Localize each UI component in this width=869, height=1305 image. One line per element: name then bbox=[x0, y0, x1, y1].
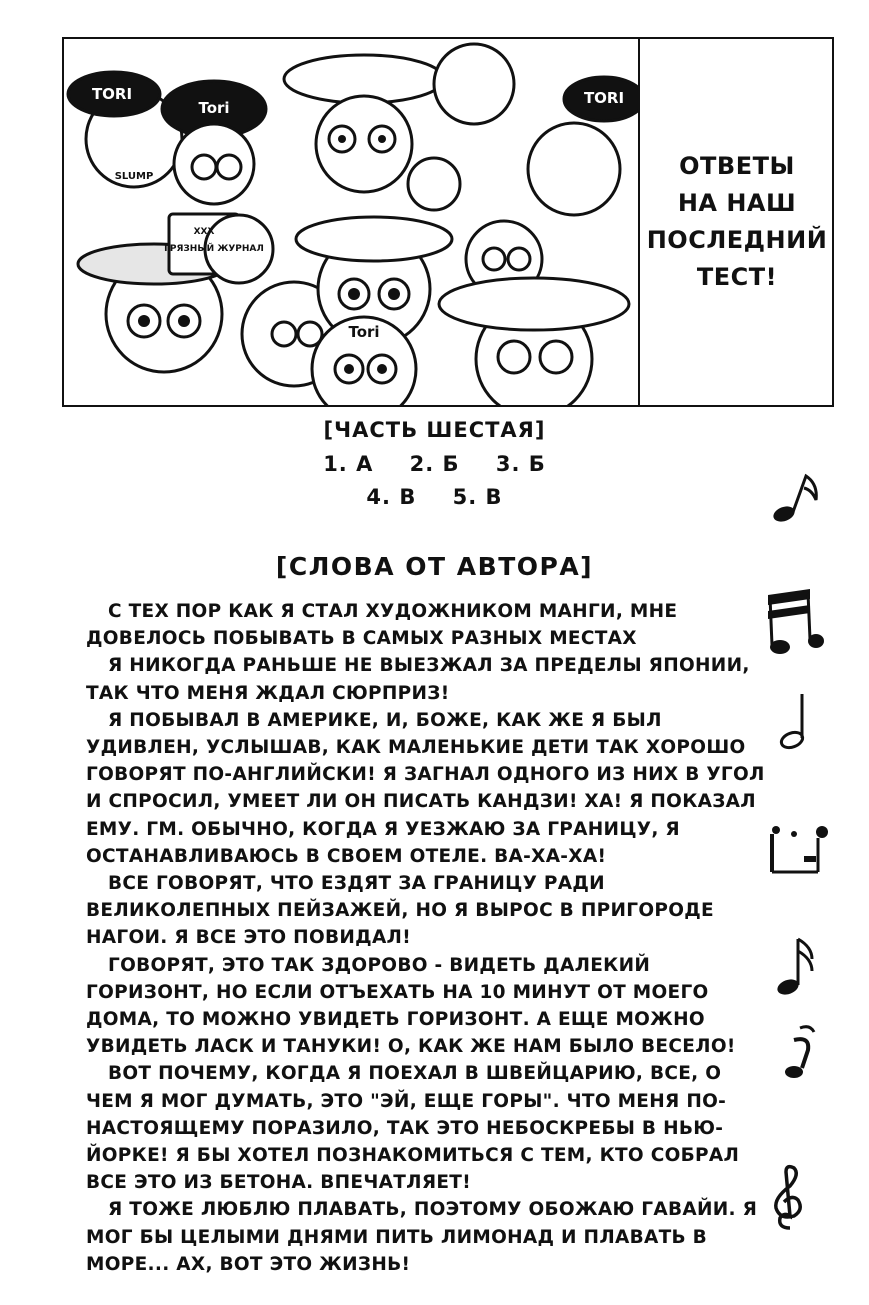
author-words-body bbox=[86, 598, 766, 1278]
paragraph-1: С ТЕХ ПОР КАК Я СТАЛ ХУДОЖНИКОМ МАНГИ, МНЕ ДОВЕЛОСЬ ПОБЫВАТЬ В САМЫХ РАЗНЫХ МЕСТАХ bbox=[86, 601, 678, 650]
rest-notes-icon bbox=[764, 820, 834, 880]
magazine-title: ГРЯЗНЫЙ ЖУРНАЛ bbox=[164, 244, 264, 254]
answers-row-1 bbox=[0, 448, 869, 481]
paragraph-7: Я ТОЖЕ ЛЮБЛЮ ПЛАВАТЬ, ПОЭТОМУ ОБОЖАЮ ГАВАЙИ. Я МОГ БЫ ЦЕЛЫМИ ДНЯМИ ПИТЬ ЛИМОНАД И ПЛАВАТЬ В МОРЕ... АХ, ВОТ ЭТО ЖИЗНЬ! bbox=[86, 1199, 758, 1275]
half-note-icon bbox=[772, 690, 822, 755]
shirt-label: SLUMP bbox=[114, 171, 154, 182]
magazine-marks: XXX bbox=[193, 227, 215, 237]
heading-line-3: ПОСЛЕДНИЙ bbox=[646, 226, 828, 254]
answer-2: 2. Б bbox=[409, 452, 460, 476]
paragraph-3: Я ПОБЫВАЛ В АМЕРИКЕ, И, БОЖЕ, КАК ЖЕ Я БЫЛ УДИВЛЕН, УСЛЫШАВ, КАК МАЛЕНЬКИЕ ДЕТИ ТАК ХОРОШО ГОВОРЯТ ПО-АНГЛИЙСКИ! Я ЗАГНАЛ ОДНОГО ИЗ НИХ В УГОЛ И СПРОСИЛ, УМЕЕТ ЛИ ОН ПИСАТЬ КАНДЗИ! ХА! Я ПОКАЗАЛ ЕМУ. ГМ. ОБЫЧНО, КОГДА Я УЕЗЖАЮ ЗА ГРАНИЦУ, Я ОСТАНАВЛИВАЮСЬ В СВОЕМ ОТЕЛЕ. ВА-ХА-ХА! bbox=[86, 709, 765, 867]
manga-illustration bbox=[64, 39, 640, 405]
header-panel bbox=[62, 37, 834, 407]
cap-label-3: TORI bbox=[583, 89, 625, 107]
answer-5: 5. В bbox=[452, 485, 503, 509]
author-words-title: [СЛОВА ОТ АВТОРА] bbox=[275, 552, 594, 581]
heading-line-4: ТЕСТ! bbox=[696, 263, 778, 291]
paragraph-4: ВСЕ ГОВОРЯТ, ЧТО ЕЗДЯТ ЗА ГРАНИЦУ РАДИ ВЕЛИКОЛЕПНЫХ ПЕЙЗАЖЕЙ, НО Я ВЫРОС В ПРИГОРОДЕ НАГОИ. Я ВСЕ ЭТО ПОВИДАЛ! bbox=[86, 873, 714, 949]
grace-note-icon bbox=[780, 1022, 825, 1082]
heading-line-1: ОТВЕТЫ bbox=[679, 152, 795, 180]
test-answers-heading bbox=[642, 39, 832, 405]
eighth-note-icon bbox=[768, 470, 828, 525]
cap-label-1: TORI bbox=[91, 85, 133, 103]
sixteenth-note-icon bbox=[772, 935, 822, 1000]
cap-label-2: Tori bbox=[198, 99, 230, 117]
answers-row-2 bbox=[0, 481, 869, 514]
paragraph-5: ГОВОРЯТ, ЭТО ТАК ЗДОРОВО - ВИДЕТЬ ДАЛЕКИЙ ГОРИЗОНТ, НО ЕСЛИ ОТЪЕХАТЬ НА 10 МИНУТ ОТ МОЕГО ДОМА, ТО МОЖНО УВИДЕТЬ ГОРИЗОНТ. А ЕЩЕ МОЖНО УВИДЕТЬ ЛАСК И ТАНУКИ! О, КАК ЖЕ НАМ БЫЛО ВЕСЕЛО! bbox=[86, 954, 736, 1058]
beamed-sixteenth-notes-icon bbox=[760, 585, 825, 660]
cap-label-4: Tori bbox=[348, 323, 380, 341]
answer-3: 3. Б bbox=[495, 452, 546, 476]
answers-part-title: [ЧАСТЬ ШЕСТАЯ] bbox=[323, 418, 546, 442]
answer-4: 4. В bbox=[366, 485, 417, 509]
paragraph-2: Я НИКОГДА РАНЬШЕ НЕ ВЫЕЗЖАЛ ЗА ПРЕДЕЛЫ ЯПОНИИ, ТАК ЧТО МЕНЯ ЖДАЛ СЮРПРИЗ! bbox=[86, 655, 750, 704]
characters-crowd-illustration bbox=[64, 39, 638, 405]
answer-1: 1. А bbox=[323, 452, 374, 476]
treble-clef-icon bbox=[764, 1162, 814, 1232]
heading-line-2: НА НАШ bbox=[677, 189, 797, 217]
paragraph-6: ВОТ ПОЧЕМУ, КОГДА Я ПОЕХАЛ В ШВЕЙЦАРИЮ, ВСЕ, О ЧЕМ Я МОГ ДУМАТЬ, ЭТО "ЭЙ, ЕЩЕ ГОРЫ". ЧТО МЕНЯ ПО-НАСТОЯЩЕМУ ПОРАЗИЛО, ТАК ЭТО НЕБОСКРЕБЫ В НЬЮ-ЙОРКЕ! Я БЫ ХОТЕЛ ПОЗНАКОМИТЬСЯ С ТЕМ, КТО СОБРАЛ ВСЕ ЭТО ИЗ БЕТОНА. ВПЕЧАТЛЯЕТ! bbox=[86, 1063, 740, 1194]
answers-block bbox=[0, 418, 869, 514]
